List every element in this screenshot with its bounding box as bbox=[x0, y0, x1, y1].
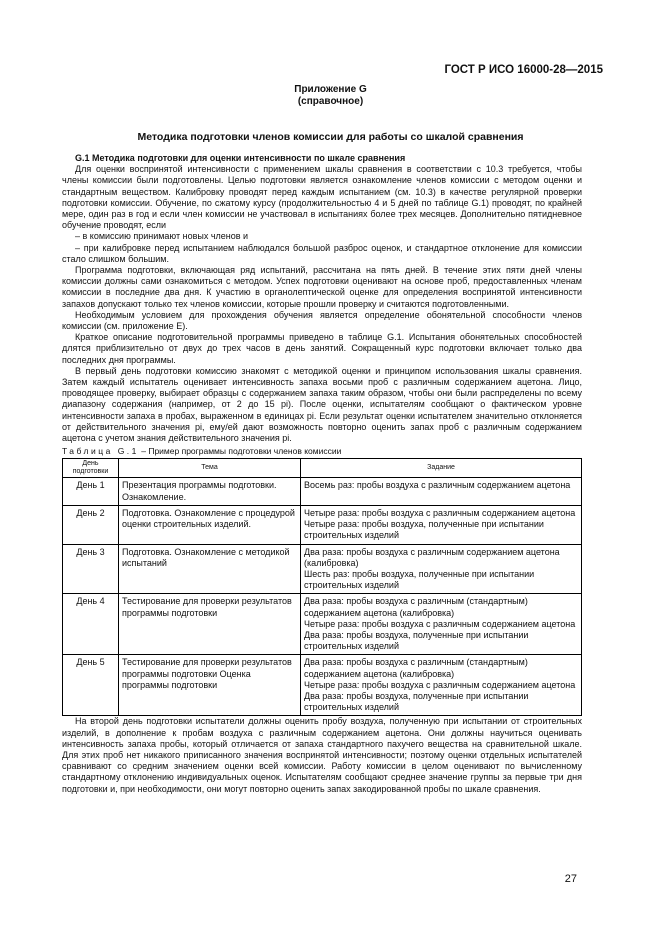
cell-day: День 5 bbox=[63, 655, 119, 716]
table-row bbox=[63, 655, 582, 716]
cell-task bbox=[301, 544, 582, 594]
appendix-title: Приложение G bbox=[294, 84, 367, 95]
appendix-subtitle: (справочное) bbox=[297, 96, 364, 107]
task-line: Два раза: пробы воздуха с различным (стандартным) содержанием ацетона (калибровка) bbox=[304, 657, 528, 679]
document-title: Методика подготовки членов комиссии для работы со шкалой сравнения bbox=[137, 131, 524, 143]
table-row bbox=[63, 544, 582, 594]
cell-task bbox=[301, 655, 582, 716]
column-header-topic: Тема bbox=[119, 459, 301, 478]
list-item: – при калибровке перед испытанием наблюдался большой разброс оценок, и стандартное отклонение для комиссии стало слишком большим. bbox=[62, 242, 582, 264]
page-number: 27 bbox=[564, 873, 577, 885]
list-item: – в комиссию принимают новых членов и bbox=[75, 231, 249, 242]
table-row bbox=[63, 505, 582, 544]
paragraph: На второй день подготовки испытатели должны оценить пробу воздуха, полученную при испытании от строительных изделий, в дополнение к пробам воздуха с различным содержанием ацетона. Они должны научиться оценивать интенсивность запаха пробы, который отличается от запаха стандартного пахучего вещества на сравнительной шкале. Для этих проб нет никакого приписанного значения воспринятой интенсивности; поэтому оценки отдельных испытателей сравнивают со средним значением оценки всей комиссии. Работу комиссии в целом оценивают по вычисленному стандартному отклонению индивидуальных оценок. Испытателям сообщают среднее значение группы за первые три дня подготовки и, при необходимости, они могут повторно оценить запах закодированной пробы по шкале сравнения. bbox=[62, 716, 582, 794]
paragraph: В первый день подготовки комиссию знакомят с методикой оценки и принципом использования шкалы сравнения. Затем каждый испытатель оценивает интенсивность запаха восьми проб с различным содержанием ацетона. Лицо, проводящее проверку, выбирает образцы с содержанием запаха таким образом, чтобы они были распределены по всему диапазону содержания (например, от 2 до 15 pi). После оценки, испытателям сообщают о фактическом уровне интенсивности запаха в пробах, выраженном в единицах pi. Если результат оценки испытателем значительно отклоняется от действительного значения pi, ему/ей дают возможность повторно оценить запах проб с различным содержанием ацетона с учетом знания действительного значения pi. bbox=[62, 365, 582, 444]
cell-topic: Подготовка. Ознакомление с методикой испытаний bbox=[119, 544, 301, 594]
table-caption-label: Таблица G.1 bbox=[62, 446, 139, 457]
column-header-day: День подготовки bbox=[63, 459, 119, 478]
appendix-heading bbox=[0, 84, 661, 108]
cell-day: День 2 bbox=[63, 505, 119, 544]
task-line: Два раза: пробы воздуха, полученные при испытании строительных изделий bbox=[304, 629, 529, 652]
cell-topic: Тестирование для проверки результатов программы подготовки Оценка программы подготовки bbox=[119, 655, 301, 716]
training-program-table bbox=[62, 458, 582, 716]
cell-topic: Презентация программы подготовки. Ознакомление. bbox=[119, 478, 301, 505]
task-line: Восемь раз: пробы воздуха с различным содержанием ацетона bbox=[304, 480, 571, 491]
table-row bbox=[63, 478, 582, 505]
cell-day: День 4 bbox=[63, 594, 119, 655]
task-line: Два раза: пробы воздуха с различным содержанием ацетона (калибровка) bbox=[304, 546, 560, 568]
cell-task bbox=[301, 478, 582, 505]
task-line: Четыре раза: пробы воздуха с различным содержанием ацетона bbox=[304, 507, 576, 518]
table-row bbox=[63, 594, 582, 655]
table-caption bbox=[62, 446, 582, 457]
section-heading: G.1 Методика подготовки для оценки интенсивности по шкале сравнения bbox=[75, 153, 406, 163]
table-header-row bbox=[63, 459, 582, 478]
column-header-task: Задание bbox=[301, 459, 582, 478]
table-body bbox=[63, 478, 582, 716]
cell-day: День 1 bbox=[63, 478, 119, 505]
cell-day: День 3 bbox=[63, 544, 119, 594]
paragraph: Для оценки воспринятой интенсивности с применением шкалы сравнения в соответствии с 10.3 требуется, чтобы члены комиссии были подготовлены. Целью подготовки является ознакомление членов комиссии с методом оценки и стандартным веществом. Калибровку проводят перед каждым испытанием (см. 10.3) в качестве регулярной проверки подготовки комиссии. Обучение, по сжатому курсу (продолжительностью 4 и 5 дней по таблице G.1) проводят, по крайней мере, один раз в год и если член комиссии не участвовал в испытаниях более трех месяцев. Дополнительно пятидневное обучение проводят, если bbox=[62, 164, 582, 231]
task-line: Четыре раза: пробы воздуха с различным содержанием ацетона bbox=[304, 618, 576, 629]
paragraph: Краткое описание подготовительной программы приведено в таблице G.1. Испытания обонятельных способностей длятся приблизительно от двух до трех часов в день занятий. Сокращенный курс подготовки включает только два последних дня программы. bbox=[62, 332, 582, 365]
paragraph: Программа подготовки, включающая ряд испытаний, рассчитана на пять дней. В течение этих пяти дней члены комиссии должны сами ознакомиться с методом. Успех подготовки оценивают на основе проб, предоставленных членам комиссии в последние два дня. К участию в органолептической оценке для определения воспринятой интенсивности запахов допускают только тех членов комиссии, которые прошли проверку и считаются подготовленными. bbox=[62, 265, 582, 309]
cell-topic: Подготовка. Ознакомление с процедурой оценки строительных изделий. bbox=[119, 505, 301, 544]
post-table-text bbox=[62, 716, 582, 794]
cell-task bbox=[301, 594, 582, 655]
document-body bbox=[62, 153, 582, 795]
paragraph: Необходимым условием для прохождения обучения является определение обонятельной способности членов комиссии (см. приложение E). bbox=[62, 309, 582, 332]
task-line: Два раза: пробы воздуха, полученные при испытании строительных изделий bbox=[304, 690, 529, 713]
cell-topic: Тестирование для проверки результатов программы подготовки bbox=[119, 594, 301, 655]
task-line: Четыре раза: пробы воздуха, полученные при испытании строительных изделий bbox=[304, 519, 544, 541]
task-line: Шесть раз: пробы воздуха, полученные при испытании строительных изделий bbox=[304, 568, 535, 591]
standard-number: ГОСТ Р ИСО 16000-28—2015 bbox=[444, 64, 603, 76]
table-caption-text: – Пример программы подготовки членов комиссии bbox=[138, 446, 342, 457]
cell-task bbox=[301, 505, 582, 544]
task-line: Четыре раза: пробы воздуха с различным содержанием ацетона bbox=[304, 679, 576, 690]
task-line: Два раза: пробы воздуха с различным (стандартным) содержанием ацетона (калибровка) bbox=[304, 596, 528, 618]
